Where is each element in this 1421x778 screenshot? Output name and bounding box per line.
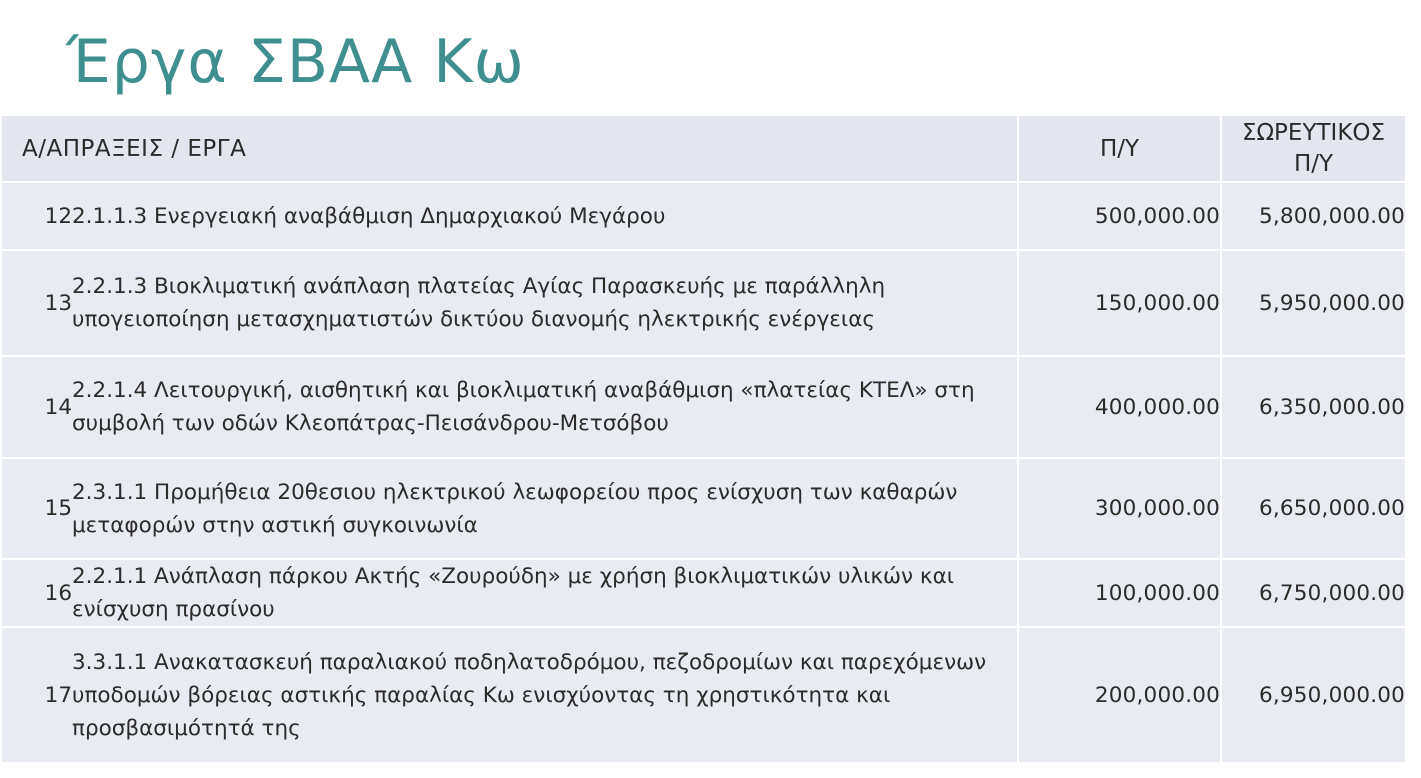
table-row [1,559,1406,627]
row-number: 13 [44,290,72,316]
row-main-cell [1,250,1018,356]
row-budget: 500,000.00 [1018,182,1221,250]
row-number: 16 [44,580,72,606]
row-cumulative: 6,650,000.00 [1221,458,1406,559]
row-cumulative: 6,950,000.00 [1221,627,1406,763]
slide-title: Έργα ΣΒΑΑ Κω [66,27,525,97]
row-cumulative: 6,750,000.00 [1221,559,1406,627]
row-description: 3.3.1.1 Ανακατασκευή παραλιακού ποδηλατοδρόμου, πεζοδρομίων και παρεχόμενων υποδομών βόρειας αστικής παραλίας Κω ενισχύοντας τη χρηστικότητα και προσβασιμότητά της [72,649,987,741]
header-cumulative [1221,115,1406,182]
row-description: 2.2.1.4 Λειτουργική, αισθητική και βιοκλιματική αναβάθμιση «πλατείας ΚΤΕΛ» στη συμβολή των οδών Κλεοπάτρας-Πεισάνδρου-Μετσόβου [72,378,975,436]
row-description: 2.1.1.3 Ενεργειακή αναβάθμιση Δημαρχιακού Μεγάρου [72,203,666,229]
table-header-row [1,115,1406,182]
row-number: 15 [44,496,72,521]
row-main-cell [1,627,1018,763]
table-row [1,458,1406,559]
table-row [1,356,1406,458]
row-main-cell [1,182,1018,250]
header-actions: Α/ΑΠΡΑΞΕΙΣ / ΕΡΓΑ [1,115,1018,182]
works-table [0,114,1407,764]
row-cumulative: 6,350,000.00 [1221,356,1406,458]
row-budget: 200,000.00 [1018,627,1221,763]
row-description: 2.3.1.1 Προμήθεια 20θεσιου ηλεκτρικού λεωφορείου προς ενίσχυση των καθαρών μεταφορών στην αστική συγκοινωνία [72,479,958,538]
row-number: 12 [44,203,72,229]
header-budget: Π/Υ [1018,115,1221,182]
row-cumulative: 5,950,000.00 [1221,250,1406,356]
row-number: 17 [44,682,72,708]
row-budget: 400,000.00 [1018,356,1221,458]
row-cumulative: 5,800,000.00 [1221,182,1406,250]
row-main-cell [1,559,1018,627]
row-budget: 150,000.00 [1018,250,1221,356]
row-main-cell [1,458,1018,559]
table-row [1,627,1406,763]
row-description: 2.2.1.1 Ανάπλαση πάρκου Ακτής «Ζουρούδη» με χρήση βιοκλιματικών υλικών και ενίσχυση πρασίνου [72,564,955,622]
header-cumulative-line1: ΣΩΡΕΥΤΙΚΟΣ [1241,119,1386,146]
row-number: 14 [44,394,72,420]
row-description: 2.2.1.3 Βιοκλιματική ανάπλαση πλατείας Αγίας Παρασκευής με παράλληλη υπογειοποίηση μετασχηματιστών δικτύου διανομής ηλεκτρικής ενέργειας [72,274,886,332]
row-budget: 300,000.00 [1018,458,1221,559]
row-budget: 100,000.00 [1018,559,1221,627]
table-row [1,250,1406,356]
row-main-cell [1,356,1018,458]
header-cumulative-line2: Π/Υ [1293,150,1334,177]
table-row [1,182,1406,250]
